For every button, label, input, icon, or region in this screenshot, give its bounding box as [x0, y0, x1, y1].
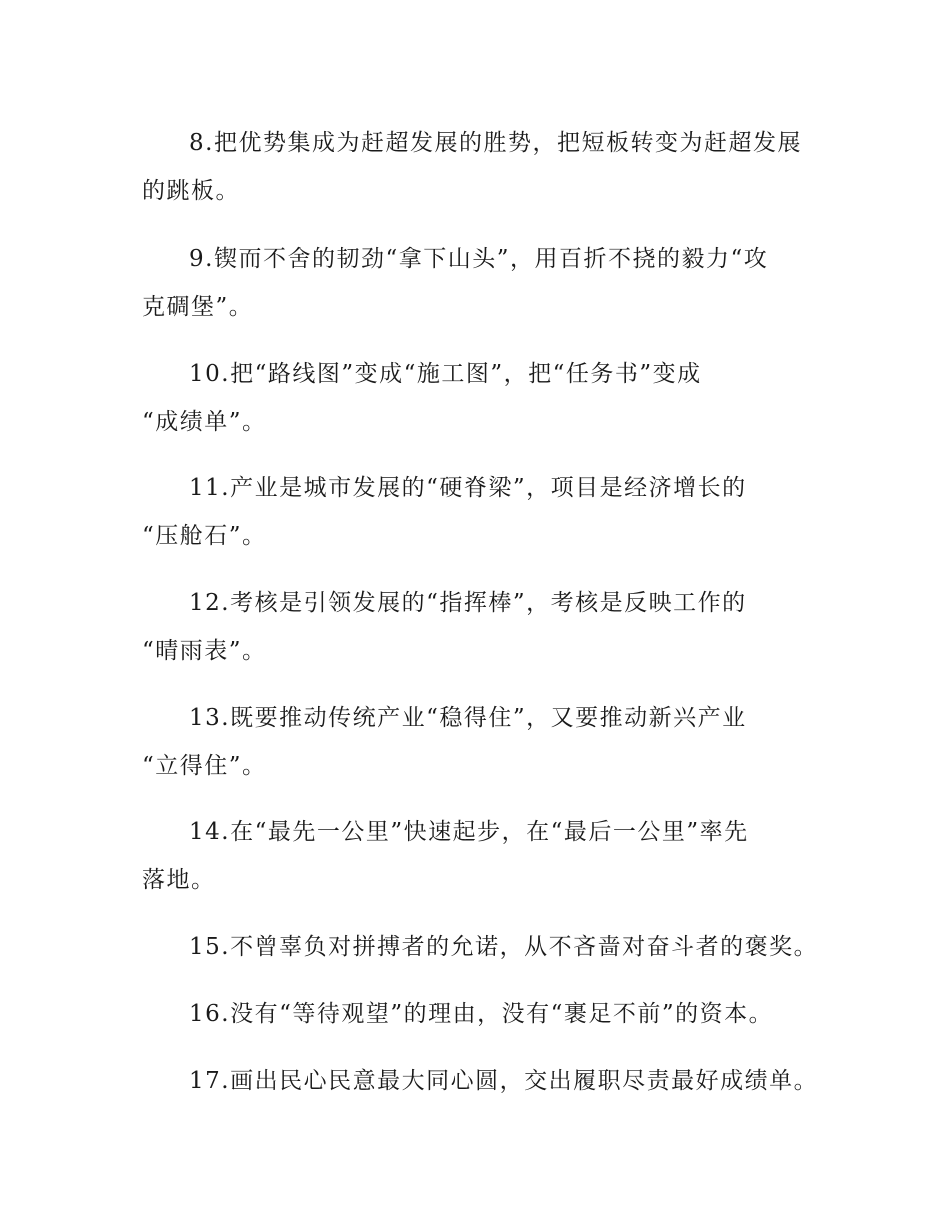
list-item	[142, 1000, 822, 1028]
list-item	[142, 818, 822, 894]
item-first-line	[142, 245, 822, 273]
list-item	[142, 589, 822, 665]
item-continuation: “晴雨表”。	[142, 638, 267, 664]
item-first-line	[142, 360, 822, 388]
item-number: 13.	[189, 705, 231, 731]
list-item	[142, 704, 822, 780]
item-text: 在“最先一公里”快速起步，在“最后一公里”率先	[230, 819, 749, 845]
item-number: 8.	[189, 130, 214, 156]
item-text: 既要推动传统产业“稳得住”，又要推动新兴产业	[230, 705, 747, 731]
item-first-line	[142, 129, 822, 157]
item-number: 16.	[189, 1001, 231, 1027]
item-text: 考核是引领发展的“指挥棒”，考核是反映工作的	[230, 590, 747, 616]
list-item	[142, 1067, 822, 1095]
list-item	[142, 360, 822, 436]
item-text: 产业是城市发展的“硬脊梁”，项目是经济增长的	[230, 475, 747, 501]
list-item	[142, 933, 822, 961]
item-continuation: “压舱石”。	[142, 523, 267, 549]
item-first-line	[142, 818, 822, 846]
item-number: 11.	[189, 475, 231, 501]
item-first-line	[142, 1067, 822, 1095]
item-number: 12.	[189, 590, 231, 616]
item-number: 14.	[189, 819, 231, 845]
list-item	[142, 245, 822, 321]
item-first-line	[142, 474, 822, 502]
item-number: 9.	[189, 246, 214, 272]
item-continuation: 落地。	[142, 867, 216, 893]
item-text: 画出民心民意最大同心圆，交出履职尽责最好成绩单。	[230, 1068, 819, 1094]
item-number: 10.	[189, 361, 231, 387]
item-continuation: 的跳板。	[142, 178, 240, 204]
list-item	[142, 474, 822, 550]
item-text: 没有“等待观望”的理由，没有“裹足不前”的资本。	[230, 1001, 774, 1027]
item-continuation: 克碉堡”。	[142, 294, 254, 320]
item-number: 17.	[189, 1068, 231, 1094]
list-item	[142, 129, 822, 205]
item-text: 锲而不舍的韧劲“拿下山头”，用百折不挠的毅力“攻	[213, 246, 769, 272]
item-text: 把优势集成为赶超发展的胜势，把短板转变为赶超发展	[213, 130, 802, 156]
item-number: 15.	[189, 934, 231, 960]
item-continuation: “成绩单”。	[142, 409, 267, 435]
item-text: 把“路线图”变成“施工图”，把“任务书”变成	[230, 361, 702, 387]
item-first-line	[142, 1000, 822, 1028]
item-first-line	[142, 933, 822, 961]
item-continuation: “立得住”。	[142, 753, 267, 779]
item-first-line	[142, 704, 822, 732]
item-first-line	[142, 589, 822, 617]
item-text: 不曾辜负对拼搏者的允诺，从不吝啬对奋斗者的褒奖。	[230, 934, 819, 960]
